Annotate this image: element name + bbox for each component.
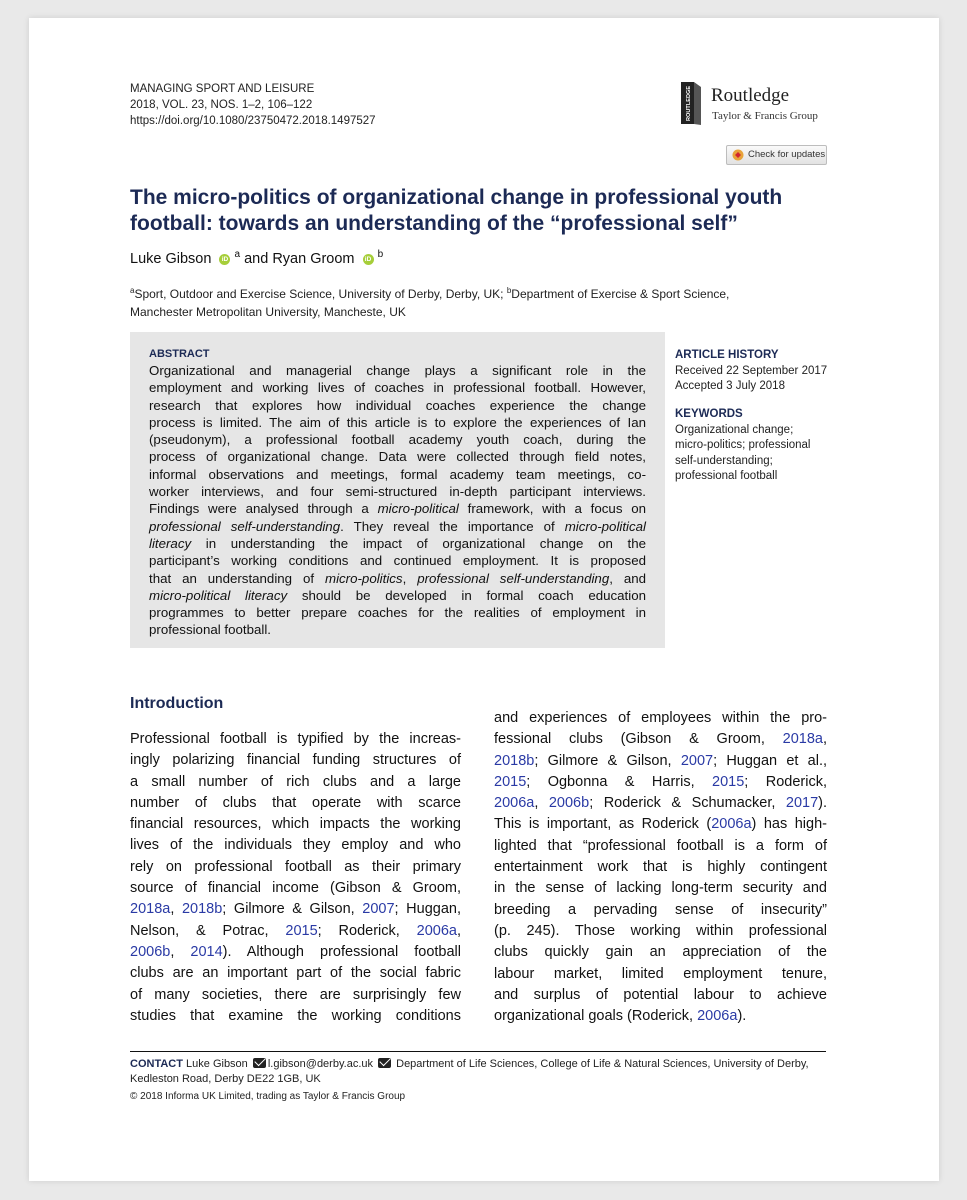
body-line: Professional football is typified by the increas-: [130, 731, 461, 747]
citation-link[interactable]: 2018a: [130, 901, 171, 918]
body-line: lighted that “professional football is a form of: [494, 837, 827, 854]
article-title: [130, 185, 830, 237]
abstract-line: micro-political literacy should be developed in formal coach education: [149, 587, 646, 603]
article-history: [675, 348, 827, 395]
check-for-updates-label: Check for updates: [748, 149, 826, 160]
body-line: source of financial income (Gibson & Groom,: [130, 880, 461, 897]
body-line: organizational goals (Roderick, 2006a).: [494, 1008, 747, 1025]
affiliation-text: Manchester Metropolitan University, Mancheste, UK: [130, 305, 406, 319]
body-line: Nelson, & Potrac, 2015; Roderick, 2006a,: [130, 922, 461, 939]
body-line: studies that examine the working conditions: [130, 1007, 461, 1024]
accepted-date: Accepted 3 July 2018: [675, 380, 785, 392]
citation-link[interactable]: 2015: [494, 773, 527, 790]
journal-citation: 2018, VOL. 23, NOS. 1–2, 106–122: [130, 99, 313, 111]
citation-link[interactable]: 2017: [785, 795, 819, 812]
author-list: [130, 249, 383, 267]
address-icon: [378, 1058, 391, 1068]
citation-link[interactable]: 2015: [285, 922, 318, 939]
doi-link[interactable]: https://doi.org/10.1080/23750472.2018.1497527: [130, 115, 376, 127]
abstract-line: employment and working lives of coaches in professional football. However,: [149, 380, 646, 396]
keyword-line: professional football: [675, 470, 778, 482]
logo-spine-text: ROUTLEDGE: [686, 85, 692, 121]
affiliation-mark: a: [234, 249, 241, 260]
body-line: breeding a pervading sense of insecurity”: [494, 901, 827, 918]
body-line: labour market, limited employment tenure,: [494, 965, 827, 982]
body-line: financial resources, which impacts the working: [130, 816, 461, 833]
body-line: 2006a, 2006b; Roderick & Schumacker, 2017).: [494, 795, 828, 812]
body-line: This is important, as Roderick (2006a) has high-: [494, 816, 827, 833]
journal-info: [130, 81, 376, 129]
citation-link[interactable]: 2014: [190, 943, 223, 960]
abstract-line: Organizational and managerial change plays a significant role in the: [149, 363, 646, 378]
citation-link[interactable]: 2018b: [181, 901, 223, 918]
body-line: 2015; Ogbonna & Harris, 2015; Roderick,: [494, 773, 827, 790]
body-line: fessional clubs (Gibson & Groom, 2018a,: [494, 731, 827, 748]
keyword-line: self-understanding;: [675, 454, 773, 467]
body-line: rely on professional football as their primary: [130, 858, 461, 875]
contact-label: CONTACT: [130, 1058, 183, 1070]
publisher-name: Routledge: [711, 85, 790, 106]
contact-name: Luke Gibson: [186, 1058, 248, 1070]
keywords: [675, 407, 811, 485]
author-name[interactable]: Luke Gibson: [130, 250, 212, 267]
orcid-icon[interactable]: iD: [219, 254, 230, 265]
affiliation-text: Department of Exercise & Sport Science,: [511, 287, 730, 301]
abstract-panel: [130, 332, 665, 648]
citation-link[interactable]: 2015: [712, 773, 745, 790]
contact-email[interactable]: l.gibson@derby.ac.uk: [267, 1058, 373, 1070]
abstract-line: literacy in understanding the impact of organizational change on the: [149, 535, 646, 551]
abstract-line: programmes to better prepare coaches for the realities of employment in: [149, 605, 646, 621]
check-updates-icon: [732, 149, 744, 161]
body-line: in the sense of lacking long-term security and: [494, 880, 827, 897]
copyright-notice: © 2018 Informa UK Limited, trading as Taylor & Francis Group: [130, 1091, 406, 1102]
abstract-line: Findings were analysed through a micro-political framework, with a focus on: [149, 501, 647, 517]
abstract-line: process of organizational change. Data were collected through field notes,: [149, 449, 646, 465]
body-line: clubs quickly gain an appreciation of the: [494, 944, 827, 961]
abstract-line: that an understanding of micro-politics, professional self-understanding, and: [149, 570, 647, 586]
affiliations: [130, 282, 729, 321]
citation-link[interactable]: 2007: [362, 901, 395, 918]
abstract-line: professional self-understanding. They reveal the importance of micro-political: [149, 518, 646, 534]
body-line: (p. 245). Those working within professional: [494, 922, 827, 939]
title-line: football: towards an understanding of the “professional self”: [130, 212, 738, 235]
citation-link[interactable]: 2006a: [416, 922, 457, 939]
footer-divider: [130, 1051, 826, 1052]
routledge-logo-icon: [679, 81, 705, 125]
body-line: entertainment work that is highly contingent: [494, 859, 827, 876]
citation-link[interactable]: 2007: [680, 752, 714, 769]
body-line: and experiences of employees within the pro-: [494, 710, 827, 726]
affiliation-text: Sport, Outdoor and Exercise Science, University of Derby, Derby, UK;: [134, 287, 504, 301]
author-conjunction: and: [244, 250, 269, 267]
body-column-right: [494, 708, 827, 1027]
orcid-icon[interactable]: iD: [363, 254, 374, 265]
abstract-line: (pseudonym), a professional football academy youth coach, during the: [149, 432, 646, 448]
affiliation-mark: a: [130, 286, 135, 295]
article-page: [29, 18, 939, 1181]
abstract-line: process is limited. The aim of this article is to explore the experiences of Ian: [149, 414, 646, 430]
abstract-line: professional football.: [149, 622, 271, 638]
body-line: ingly polarizing financial funding structures of: [130, 752, 461, 769]
citation-link[interactable]: 2006a: [697, 1008, 738, 1025]
citation-link[interactable]: 2006b: [130, 943, 171, 960]
abstract-heading: ABSTRACT: [149, 348, 210, 360]
citation-link[interactable]: 2018a: [782, 731, 823, 748]
publisher-logo: [679, 79, 829, 129]
body-line: of many societies, there are surprisingly few: [130, 986, 461, 1003]
keyword-line: Organizational change;: [675, 423, 794, 436]
publisher-group: Taylor & Francis Group: [712, 110, 818, 122]
contact-address: Department of Life Sciences, College of Life & Natural Sciences, University of Derby,: [396, 1058, 809, 1070]
body-line: a small number of rich clubs and a large: [130, 773, 461, 790]
body-line: 2018b; Gilmore & Gilson, 2007; Huggan et al.,: [494, 752, 828, 769]
body-line: clubs are an important part of the social fabric: [130, 965, 461, 982]
title-line: The micro-politics of organizational change in professional youth: [130, 186, 783, 209]
body-line: and surplus of potential labour to achieve: [494, 986, 827, 1003]
keyword-line: micro-politics; professional: [675, 439, 811, 451]
email-icon: [253, 1058, 266, 1068]
abstract-line: worker interviews, and four semi-structured in-depth participant interviews.: [149, 484, 646, 500]
body-line: 2018a, 2018b; Gilmore & Gilson, 2007; Huggan,: [130, 901, 461, 918]
citation-link[interactable]: 2006a: [494, 795, 535, 812]
check-for-updates-button[interactable]: [726, 145, 827, 165]
body-line: lives of the individuals they employ and who: [130, 837, 461, 854]
author-name[interactable]: Ryan Groom: [272, 250, 355, 267]
body-line: number of clubs that operate with scarce: [130, 794, 461, 811]
citation-link[interactable]: 2006b: [548, 795, 590, 812]
affiliation-mark: b: [377, 249, 384, 260]
received-date: Received 22 September 2017: [675, 364, 828, 377]
journal-name: MANAGING SPORT AND LEISURE: [130, 83, 315, 95]
citation-link[interactable]: 2018b: [494, 752, 535, 769]
body-line: 2006b, 2014). Although professional football: [130, 943, 461, 960]
section-heading-introduction: Introduction: [130, 695, 224, 712]
contact-info: [130, 1057, 809, 1087]
abstract-line: research that explores how individual coaches experience the change: [149, 397, 646, 413]
citation-link[interactable]: 2006a: [711, 816, 752, 833]
contact-address: Kedleston Road, Derby DE22 1GB, UK: [130, 1073, 321, 1085]
abstract-line: informal observations and meetings, formal academy team meetings, co-: [149, 466, 646, 482]
abstract-text: [149, 362, 646, 639]
affiliation-mark: b: [506, 286, 512, 295]
article-history-heading: ARTICLE HISTORY: [675, 349, 779, 361]
abstract-line: participant’s working conditions and continued employment. It is proposed: [149, 553, 646, 569]
keywords-heading: KEYWORDS: [675, 408, 743, 420]
body-column-left: [130, 729, 461, 1027]
